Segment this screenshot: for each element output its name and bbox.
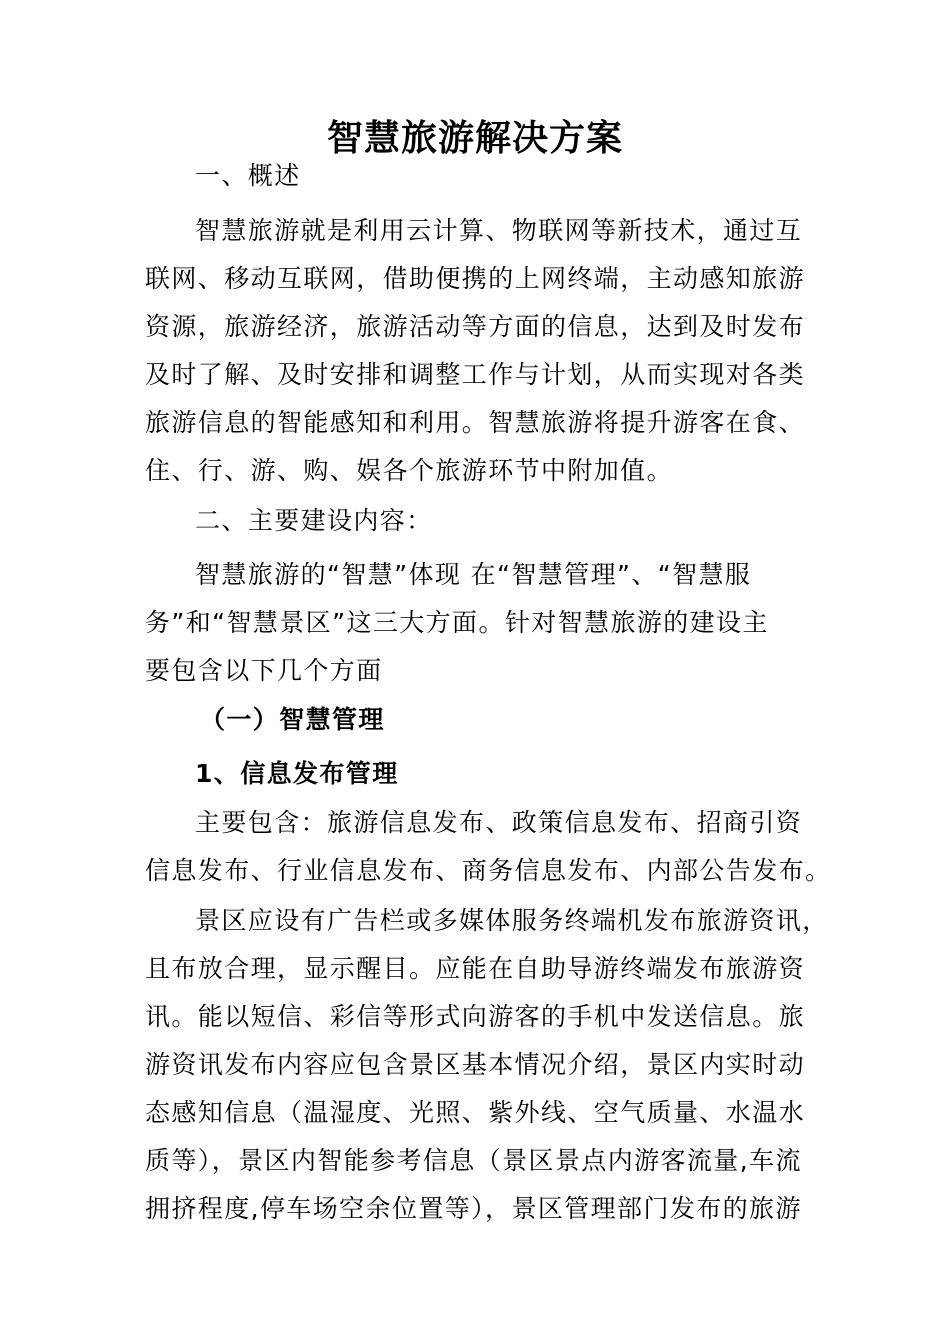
paragraph-line: 且布放合理，显示醒目。应能在自助导游终端发布旅游资 [145, 954, 806, 983]
paragraph-line: 旅游信息的智能感知和利用。智慧旅游将提升游客在食、 [145, 408, 806, 437]
subsection-heading: （一）智慧管理 [200, 705, 385, 734]
paragraph-line: 拥挤程度,停车场空余位置等），景区管理部门发布的旅游 [145, 1194, 802, 1223]
document-title: 智慧旅游解决方案 [326, 117, 623, 159]
paragraph-line: 及时了解、及时安排和调整工作与计划，从而实现对各类 [145, 360, 806, 389]
paragraph-line: 联网、移动互联网，借助便携的上网终端，主动感知旅游 [145, 264, 806, 293]
paragraph-line: 智慧旅游的“智慧”体现 在“智慧管理”、“智慧服 [195, 560, 752, 589]
paragraph-line: 景区应设有广告栏或多媒体服务终端机发布旅游资讯， [195, 906, 829, 935]
paragraph-line: 资源，旅游经济，旅游活动等方面的信息，达到及时发布 [145, 312, 806, 341]
paragraph-line: 住、行、游、购、娱各个旅游环节中附加值。 [145, 456, 674, 485]
paragraph-line: 务”和“智慧景区”这三大方面。针对智慧旅游的建设主 [145, 608, 769, 637]
paragraph-line: 游资讯发布内容应包含景区基本情况介绍，景区内实时动 [145, 1050, 806, 1079]
section-heading-construction: 二、主要建设内容： [195, 506, 433, 535]
paragraph-line: 要包含以下几个方面 [145, 656, 383, 685]
paragraph-line: 态感知信息（温湿度、光照、紫外线、空气质量、水温水 [145, 1098, 806, 1127]
subsection-item-heading: 1、信息发布管理 [195, 759, 399, 788]
section-heading-overview: 一、概述 [195, 161, 301, 190]
paragraph-line: 讯。能以短信、彩信等形式向游客的手机中发送信息。旅 [145, 1002, 806, 1031]
paragraph-line: 信息发布、行业信息发布、商务信息发布、内部公告发布。 [145, 856, 832, 885]
paragraph-line: 主要包含：旅游信息发布、政策信息发布、招商引资 [195, 808, 803, 837]
paragraph-line: 智慧旅游就是利用云计算、物联网等新技术，通过互 [195, 216, 803, 245]
paragraph-line: 质等），景区内智能参考信息（景区景点内游客流量,车流 [145, 1146, 802, 1175]
